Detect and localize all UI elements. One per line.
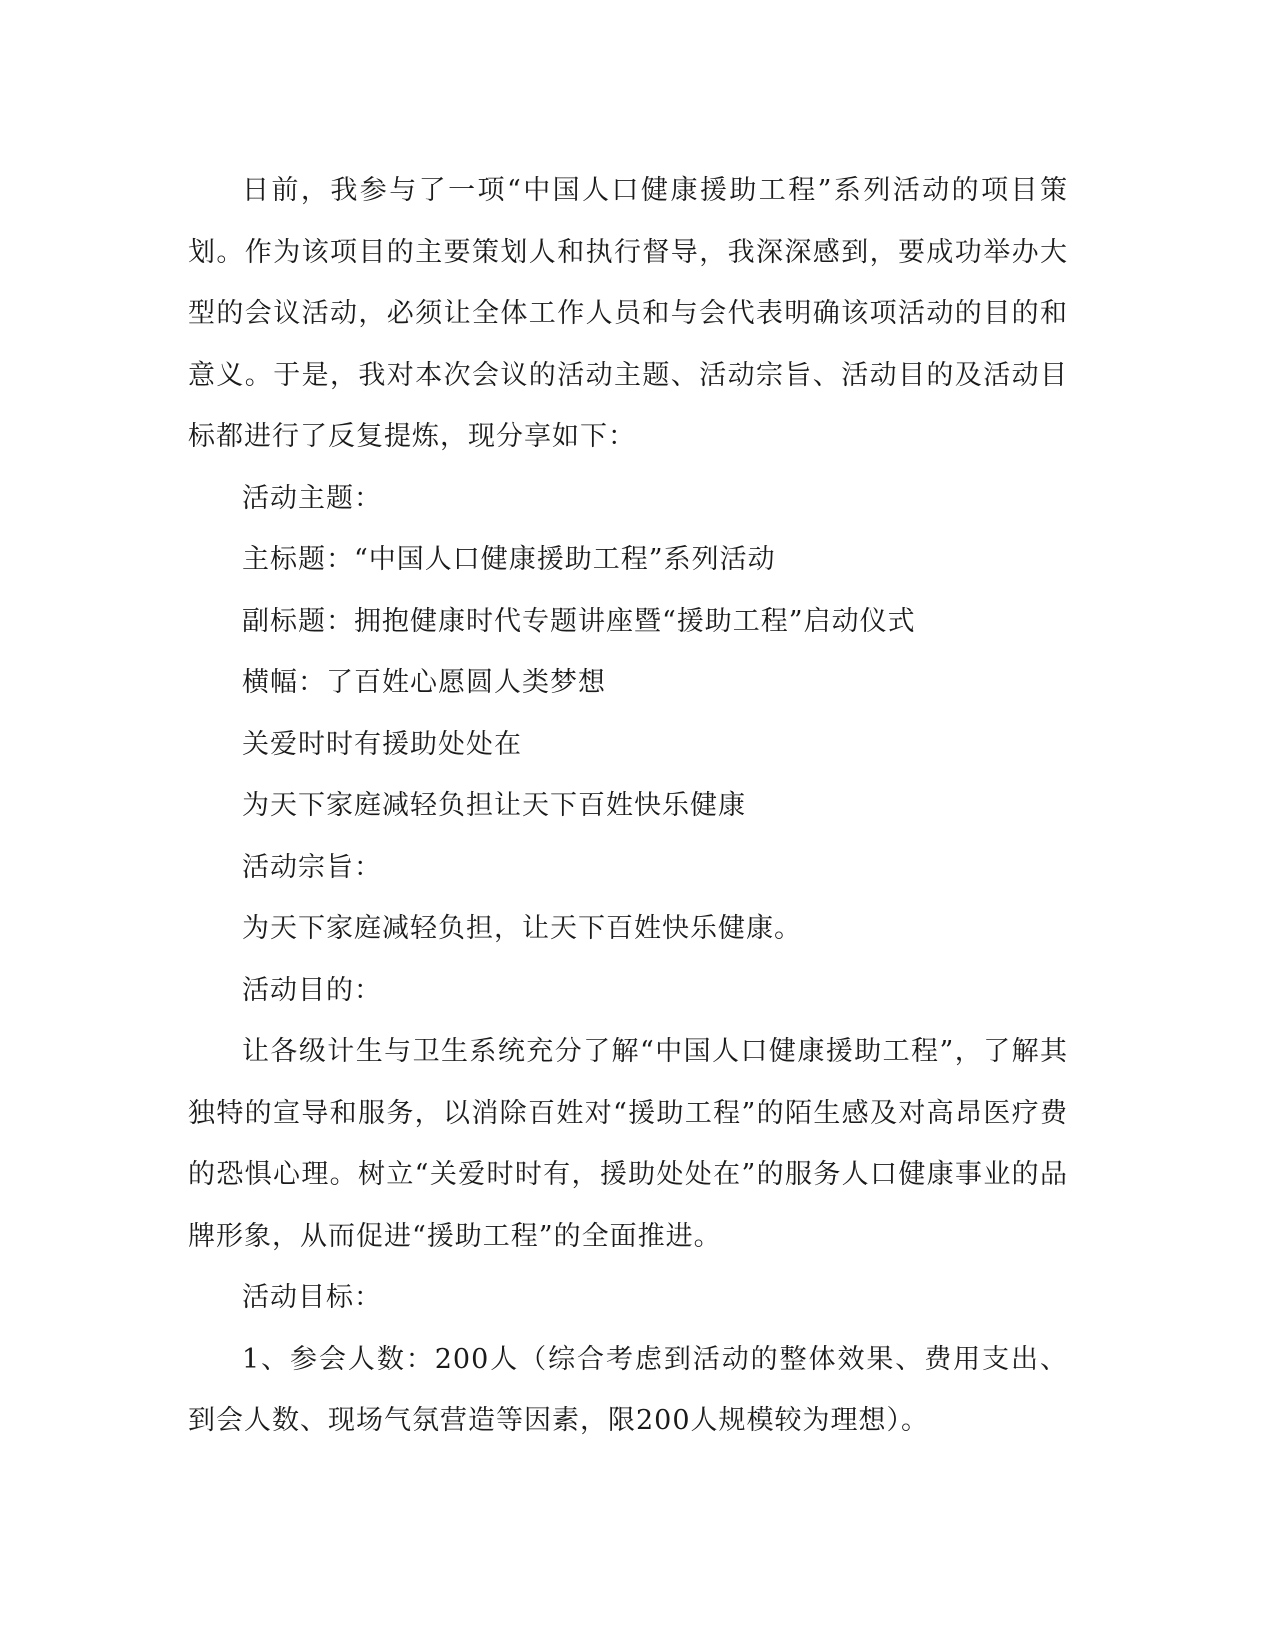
activity-target-heading: 活动目标：: [242, 1282, 382, 1313]
slogan-line-2: 为天下家庭减轻负担让天下百姓快乐健康: [242, 790, 746, 821]
intro-paragraph: 日前，我参与了一项“中国人口健康援助工程”系列活动的项目策划。作为该项目的主要策划人和执行督导，我深深感到，要成功举办大型的会议活动，必须让全体工作人员和与会代表明确该项活动的目的和意义。于是，我对本次会议的活动主题、活动宗旨、活动目的及活动目标都进行了反复提炼，现分享如下：: [188, 175, 1068, 452]
slogan-line-1: 关爱时时有援助处处在: [242, 728, 522, 760]
main-title-line: 主标题：“中国人口健康援助工程”系列活动: [242, 544, 776, 575]
activity-goal-heading: 活动目的：: [242, 974, 382, 1006]
document-body: [188, 160, 1068, 1452]
activity-purpose-text: 为天下家庭减轻负担，让天下百姓快乐健康。: [242, 913, 802, 944]
activity-purpose-heading: 活动宗旨：: [242, 851, 382, 883]
activity-goal-paragraph: 让各级计生与卫生系统充分了解“中国人口健康援助工程”，了解其独特的宣导和服务，以消除百姓对“援助工程”的陌生感及对高昂医疗费的恐惧心理。树立“关爱时时有，援助处处在”的服务人口健康事业的品牌形象，从而促进“援助工程”的全面推进。: [188, 1036, 1068, 1252]
banner-line: 横幅：了百姓心愿圆人类梦想: [242, 667, 606, 698]
attendee-count-paragraph: 1、参会人数：200人（综合考虑到活动的整体效果、费用支出、到会人数、现场气氛营造等因素，限200人规模较为理想）。: [188, 1343, 1068, 1436]
activity-theme-heading: 活动主题：: [242, 482, 382, 514]
subtitle-line: 副标题：拥抱健康时代专题讲座暨“援助工程”启动仪式: [242, 605, 916, 637]
